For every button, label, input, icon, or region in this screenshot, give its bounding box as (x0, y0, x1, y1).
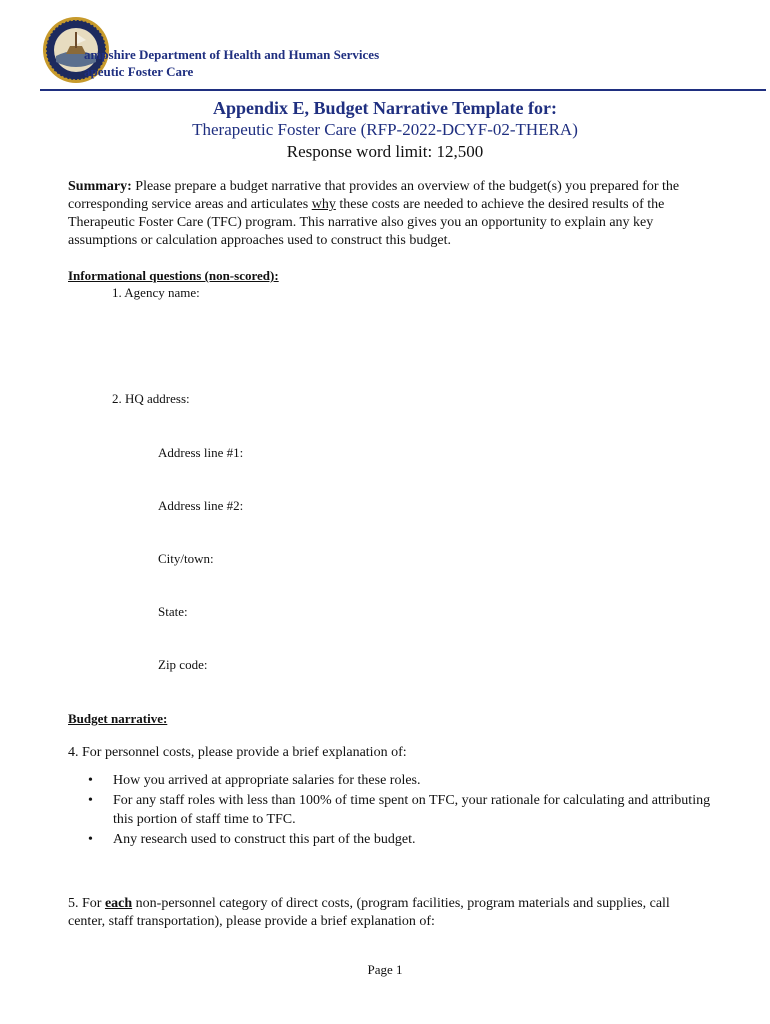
summary-text-a: Please prepare a budget narrative that provides an overview of the budget(s) you prepared for the corresponding service areas and articulates (68, 179, 680, 212)
question-agency-name: 1. Agency name: (112, 285, 200, 300)
document-title: Appendix E, Budget Narrative Template for: (213, 98, 557, 118)
page-number: Page 1 (367, 962, 403, 977)
question-4-bullets (68, 771, 718, 849)
header-program-line: apeutic Foster Care (84, 64, 194, 79)
question-5-text: non-personnel category of direct costs, (program facilities, program materials and supplies, call center, staff transportation), please provide a brief explanation of: (68, 896, 670, 929)
question-4: 4. For personnel costs, please provide a brief explanation of: (68, 745, 407, 760)
header-department-line: ampshire Department of Health and Human Services (84, 47, 380, 62)
question-hq-address: 2. HQ address: (112, 391, 190, 406)
budget-narrative-heading: Budget narrative: (68, 711, 168, 726)
summary-paragraph (68, 178, 708, 250)
zip-code-label: Zip code: (158, 657, 208, 672)
word-limit: Response word limit: 12,500 (286, 142, 484, 161)
summary-text-b: these costs are needed to achieve the desired results of the Therapeutic Foster Care (TFC) program. This narrative also gives you an opportunity to explain any key assumptions or calculation approaches used to construct this budget. (68, 197, 665, 248)
document-subtitle: Therapeutic Foster Care (RFP-2022-DCYF-02-THERA) (192, 120, 578, 139)
question-5-prefix: 5. For (68, 896, 105, 911)
summary-emphasis: why (311, 197, 336, 212)
list-item: • Any research used to construct this part of the budget. (68, 830, 718, 850)
list-item: • How you arrived at appropriate salaries for these roles. (68, 771, 718, 791)
question-5 (68, 895, 708, 931)
informational-heading: Informational questions (non-scored): (68, 268, 279, 283)
state-label: State: (158, 604, 188, 619)
address-line-1-label: Address line #1: (158, 445, 244, 460)
question-5-emphasis: each (104, 896, 133, 911)
address-line-2-label: Address line #2: (158, 498, 244, 513)
summary-label: Summary: (68, 179, 132, 194)
header-divider (40, 89, 766, 91)
list-item: • For any staff roles with less than 100% of time spent on TFC, your rationale for calculating and attributing this portion of staff time to TFC. (68, 791, 718, 830)
city-town-label: City/town: (158, 551, 214, 566)
